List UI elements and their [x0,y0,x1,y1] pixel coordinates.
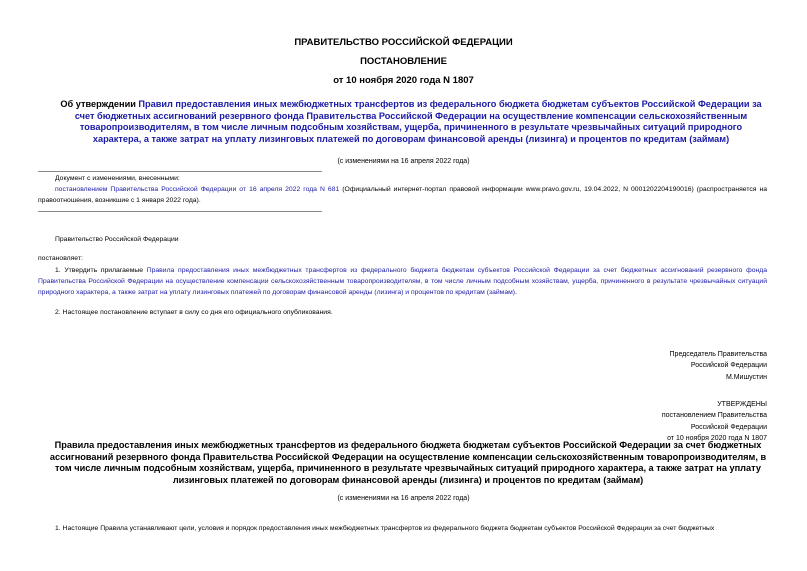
approved-by: постановлением Правительства [661,412,767,420]
resolution-item-1 [38,265,767,299]
rules-changes-note: (с изменениями на 16 апреля 2022 года) [337,495,470,502]
approval-block [662,399,767,444]
title-rules-link[interactable]: Правил предоставления иных межбюджетных трансфертов из федерального бюджета бюджетам субъектов Российской Федерации за счет бюджетных ассигнований резервного фонда Правительства Российской Федерации на осуществление компенсации сельскохозяйственным товаропроизводителям, в том числе личным подсобным хозяйствам, ущерба, причиненного в результате чрезвычайных ситуаций природного характера, а также затрат на уплату лизинговых платежей по договорам финансовой аренды (лизинга) и процентов по кредитам (займам) [74,99,762,144]
signatory-title: Председатель Правительства [669,351,767,358]
amendments-heading: Документ с изменениями, внесенными: [55,175,180,182]
rules-item-1: 1. Настоящие Правила устанавливают цели, условия и порядок предоставления иных межбюджетных трансфертов из федерального бюджета бюджетам субъектов Российской Федерации за счет бюджетных [55,525,715,532]
amendment-details: (Официальный интернет-портал правовой информации www.pravo.gov.ru, 19.04.2022, N 0001202204190016) (распространяется на правоотношения, возникшие с 1 января 2022 года). [38,186,767,205]
signature-block [670,349,767,383]
divider-bottom [38,211,322,212]
government-heading: ПРАВИТЕЛЬСТВО РОССИЙСКОЙ ФЕДЕРАЦИИ [294,37,513,48]
title-prefix: Об утверждении [60,99,139,109]
document-date-number: от 10 ноября 2020 года N 1807 [333,75,474,86]
item1-prefix: 1. Утвердить прилагаемые [55,267,147,274]
resolves-label: постановляет: [38,255,83,262]
rules-title: Правила предоставления иных межбюджетных трансфертов из федерального бюджета бюджетам субъектов Российской Федерации за счет бюджетных ассигнований резервного фонда Правительства Российской Федерации на осуществление компенсации сельскохозяйственным товаропроизводителям, в том числе личным подсобным хозяйствам, ущерба, причиненного в результате чрезвычайных ситуаций природного характера, а также затрат на уплату лизинговых платежей по договорам финансовой аренды (лизинга) и процентов по кредитам (займам) [49,440,767,485]
signatory-org: Российской Федерации [690,362,767,370]
approved-org: Российской Федерации [690,423,767,431]
amendments-text [38,184,767,206]
divider-top [38,171,322,172]
document-title [55,99,767,145]
signatory-name: М.Мишустин [725,373,767,381]
document-type: ПОСТАНОВЛЕНИЕ [360,56,447,67]
item1-rules-link[interactable]: Правила предоставления иных межбюджетных трансфертов из федерального бюджета бюджетам субъектов Российской Федерации за счет бюджетных ассигнований резервного фонда Правительства Российской Федерации на осуществление компенсации сельскохозяйственным товаропроизводителям, в том числе личным подсобным хозяйствам, ущерба, причиненного в результате чрезвычайных ситуаций природного характера, а также затрат на уплату лизинговых платежей по договорам финансовой аренды (лизинга) и процентов по кредитам (займам) [38,267,767,297]
item1-suffix: . [515,289,517,297]
issuing-body: Правительство Российской Федерации [55,236,179,243]
approved-date: от 10 ноября 2020 года N 1807 [667,434,767,442]
changes-note: (с изменениями на 16 апреля 2022 года) [337,158,470,165]
approved-label: УТВЕРЖДЕНЫ [717,401,767,408]
amendment-link[interactable]: постановлением Правительства Российской Федерации от 16 апреля 2022 года N 681 [55,186,340,193]
resolution-item-2: 2. Настоящее постановление вступает в силу со дня его официального опубликования. [55,309,333,316]
